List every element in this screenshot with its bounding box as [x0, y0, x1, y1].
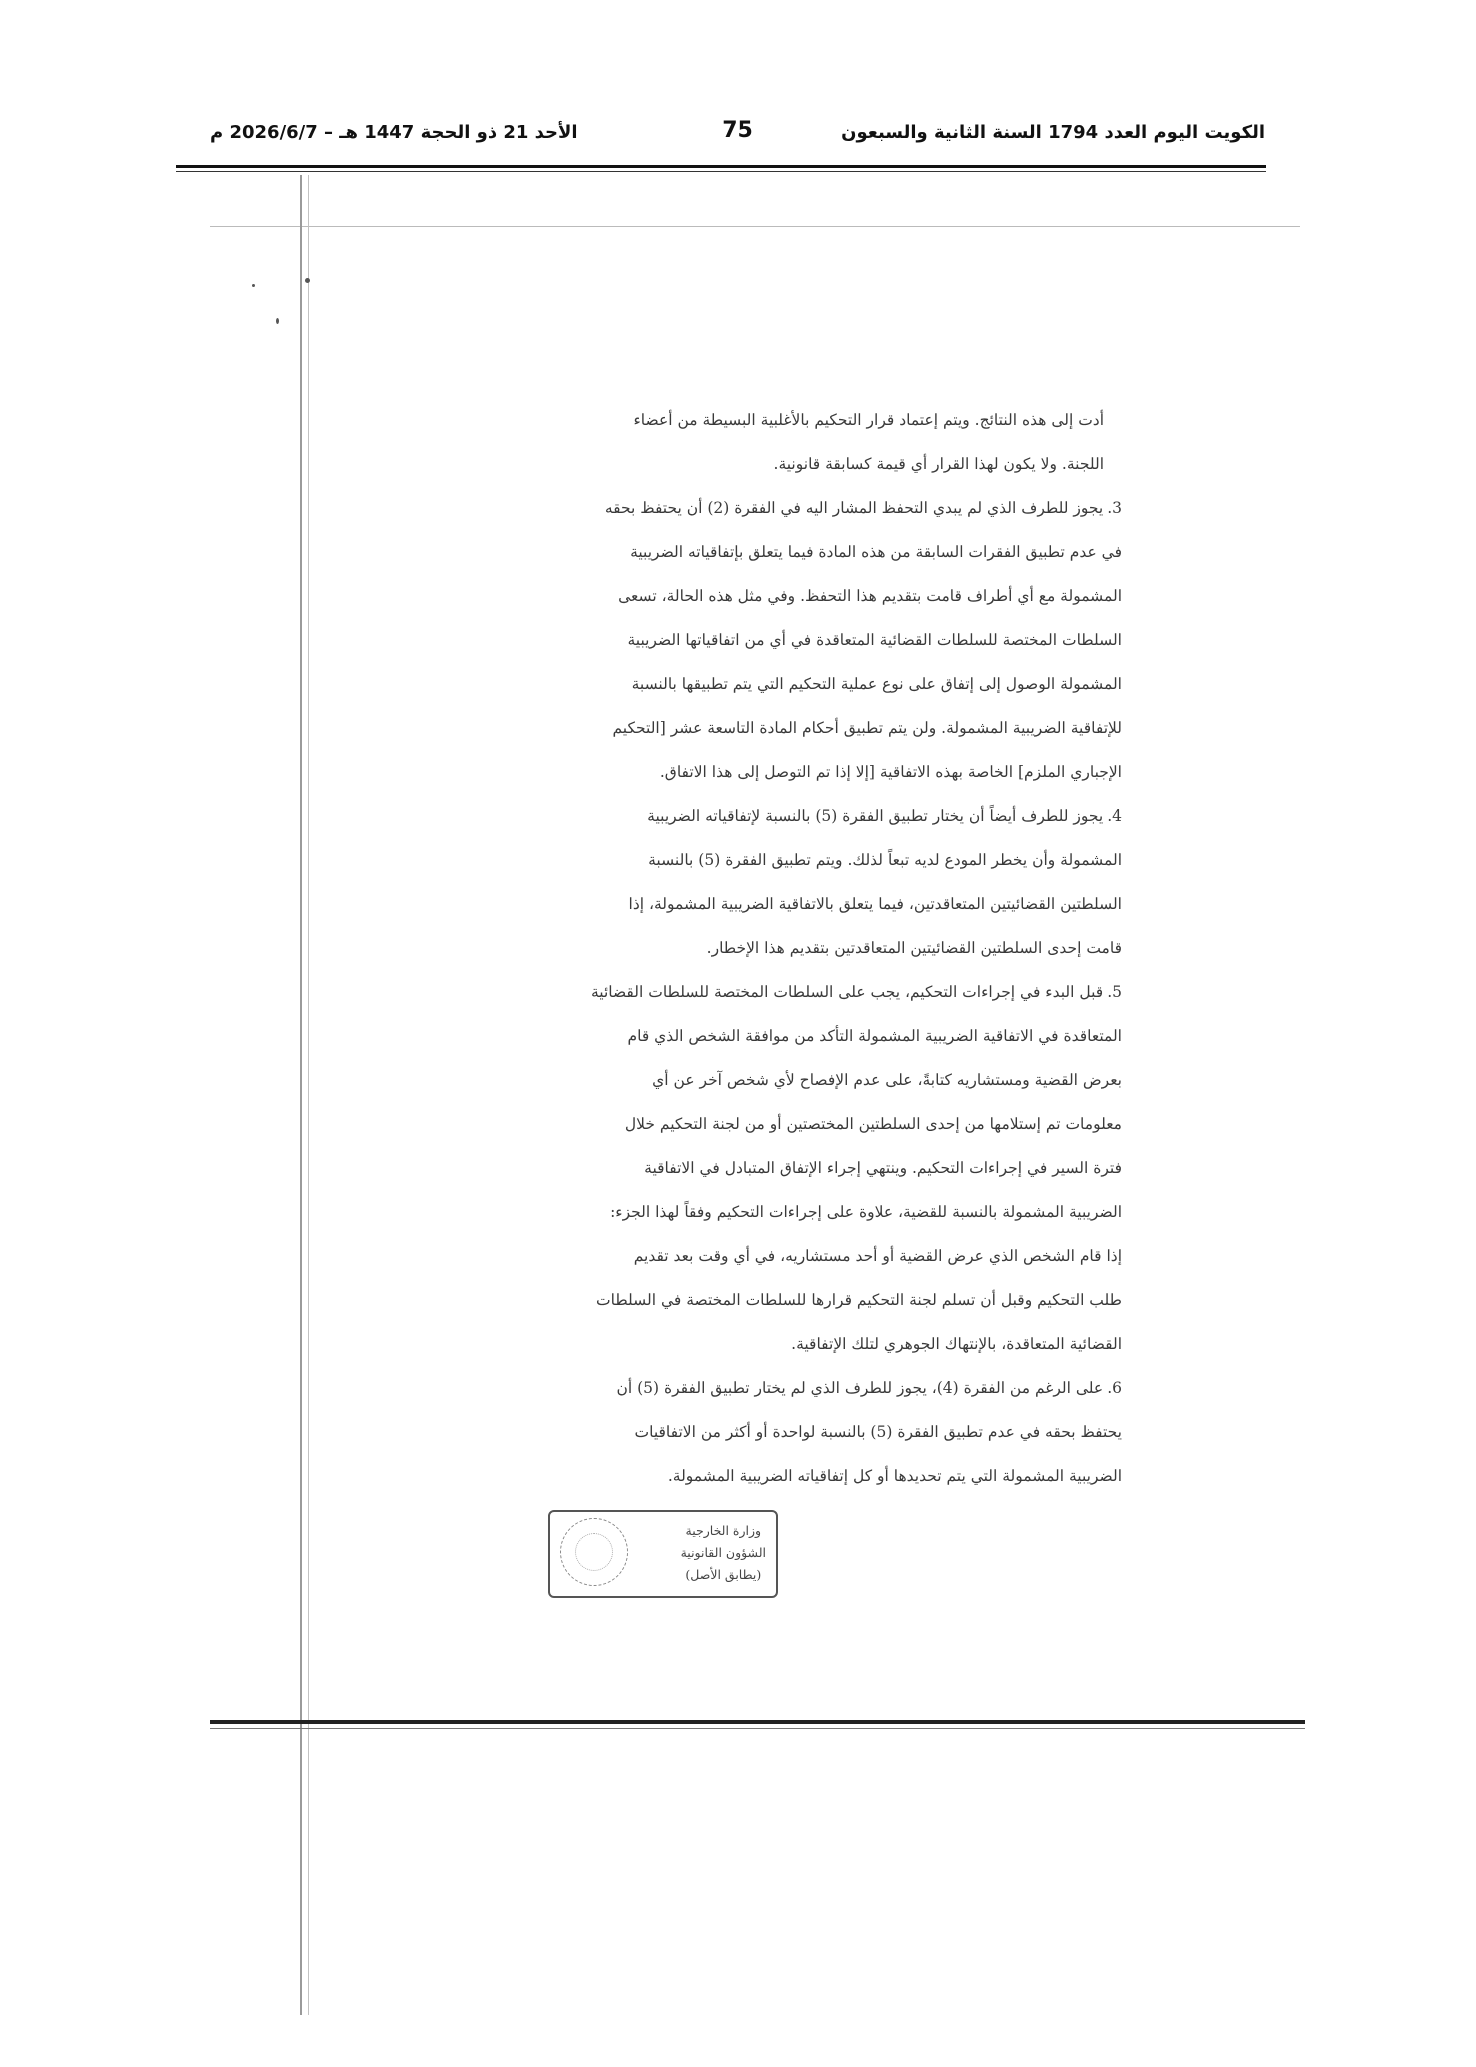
stamp-line-ministry: وزارة الخارجية [685, 1523, 762, 1538]
text-line: بعرض القضية ومستشاريه كتابةً، على عدم الإفصاح لأي شخص آخر عن أي [652, 1071, 1122, 1089]
text-line: في عدم تطبيق الفقرات السابقة من هذه المادة فيما يتعلق بإتفاقياته الضريبية [630, 543, 1122, 561]
text-line: أدت إلى هذه النتائج. ويتم إعتماد قرار التحكيم بالأغلبية البسيطة من أعضاء [633, 411, 1104, 429]
text-line: السلطتين القضائيتين المتعاقدتين، فيما يتعلق بالاتفاقية الضريبية المشمولة، إذا [628, 895, 1122, 913]
text-line: معلومات تم إستلامها من إحدى السلطتين المختصتين أو من لجنة التحكيم خلال [624, 1115, 1122, 1133]
text-line [437, 1366, 1122, 1410]
scan-bottom-edge [210, 1720, 1305, 1724]
text-line: السلطات المختصة للسلطات القضائية المتعاقدة في أي من اتفاقياتها الضريبية [627, 631, 1122, 649]
scan-speck [276, 318, 279, 324]
paragraph-number: 3. [1107, 499, 1122, 517]
document-body [437, 398, 1122, 1498]
text-line: المتعاقدة في الاتفاقية الضريبية المشمولة التأكد من موافقة الشخص الذي قام [627, 1027, 1122, 1045]
scan-margin-line-secondary [308, 175, 309, 2015]
text-line [437, 970, 1122, 1014]
text-line [437, 794, 1122, 838]
seal-icon [560, 1518, 628, 1586]
stamp-line-certification: (يطابق الأصل) [685, 1567, 762, 1582]
scan-speck [305, 278, 310, 283]
scan-bottom-edge-thin [210, 1728, 1305, 1729]
text-line: الضريبية المشمولة التي يتم تحديدها أو كل إتفاقياته الضريبية المشمولة. [667, 1467, 1122, 1485]
paragraph-3 [437, 486, 1122, 794]
header-rule-thin [176, 171, 1266, 172]
text-line: فترة السير في إجراءات التحكيم. وينتهي إجراء الإتفاق المتبادل في الاتفاقية [644, 1159, 1122, 1177]
ministry-stamp [548, 1510, 778, 1598]
text-line: اللجنة. ولا يكون لهذا القرار أي قيمة كسابقة قانونية. [773, 455, 1104, 473]
text-line: للإتفاقية الضريبية المشمولة. ولن يتم تطبيق أحكام المادة التاسعة عشر [التحكيم [612, 719, 1122, 737]
text-line: المشمولة وأن يخطر المودع لديه تبعاً لذلك. ويتم تطبيق الفقرة (5) بالنسبة [648, 851, 1122, 869]
gazette-header [210, 118, 1265, 158]
text-line: القضائية المتعاقدة، بالإنتهاك الجوهري لتلك الإتفاقية. [791, 1335, 1122, 1353]
paragraph-number: 6. [1107, 1379, 1122, 1397]
paragraph-4 [437, 794, 1122, 970]
text-line: الإجباري الملزم] الخاصة بهذه الاتفاقية [إلا إذا تم التوصل إلى هذا الاتفاق. [659, 763, 1122, 781]
text-line: المشمولة الوصول إلى إتفاق على نوع عملية التحكيم التي يتم تطبيقها بالنسبة [631, 675, 1122, 693]
text-line-content: يجوز للطرف الذي لم يبدي التحفظ المشار اليه في الفقرة (2) أن يحتفظ بحقه [604, 499, 1104, 517]
gazette-date: الأحد 21 ذو الحجة 1447 هـ – 2026/6/7 م [210, 122, 578, 143]
text-line: يحتفظ بحقه في عدم تطبيق الفقرة (5) بالنسبة لواحدة أو أكثر من الاتفاقيات [634, 1423, 1122, 1441]
gazette-issue-info: الكويت اليوم العدد 1794 السنة الثانية والسبعون [841, 122, 1265, 143]
stamp-line-department: الشؤون القانونية [680, 1545, 766, 1560]
header-rule-thick [176, 165, 1266, 168]
text-line-content: يجوز للطرف أيضاً أن يختار تطبيق الفقرة (5) بالنسبة لإتفاقياته الضريبية [647, 807, 1104, 825]
text-line: إذا قام الشخص الذي عرض القضية أو أحد مستشاريه، في أي وقت بعد تقديم [633, 1247, 1122, 1265]
text-line-content: على الرغم من الفقرة (4)، يجوز للطرف الذي لم يختار تطبيق الفقرة (5) أن [616, 1379, 1104, 1397]
stamp-text [681, 1520, 766, 1586]
text-line: قامت إحدى السلطتين القضائيتين المتعاقدتين بتقديم هذا الإخطار. [706, 939, 1122, 957]
scan-speck [252, 284, 255, 287]
scan-margin-line [300, 175, 302, 2015]
paragraph-6 [437, 1366, 1122, 1498]
paragraph-number: 4. [1107, 807, 1122, 825]
text-line: طلب التحكيم وقبل أن تسلم لجنة التحكيم قرارها للسلطات المختصة في السلطات [596, 1291, 1122, 1309]
paragraph-continuation [437, 398, 1122, 486]
text-line-content: قبل البدء في إجراءات التحكيم، يجب على السلطات المختصة للسلطات القضائية [590, 983, 1104, 1001]
text-line: الضريبية المشمولة بالنسبة للقضية، علاوة على إجراءات التحكيم وفقاً لهذا الجزء: [610, 1203, 1122, 1221]
text-line: المشمولة مع أي أطراف قامت بتقديم هذا التحفظ. وفي مثل هذه الحالة، تسعى [618, 587, 1122, 605]
page-number: 75 [722, 118, 753, 143]
text-line [437, 486, 1122, 530]
paragraph-number: 5. [1107, 983, 1122, 1001]
paragraph-5 [437, 970, 1122, 1366]
scan-top-edge [210, 226, 1300, 227]
